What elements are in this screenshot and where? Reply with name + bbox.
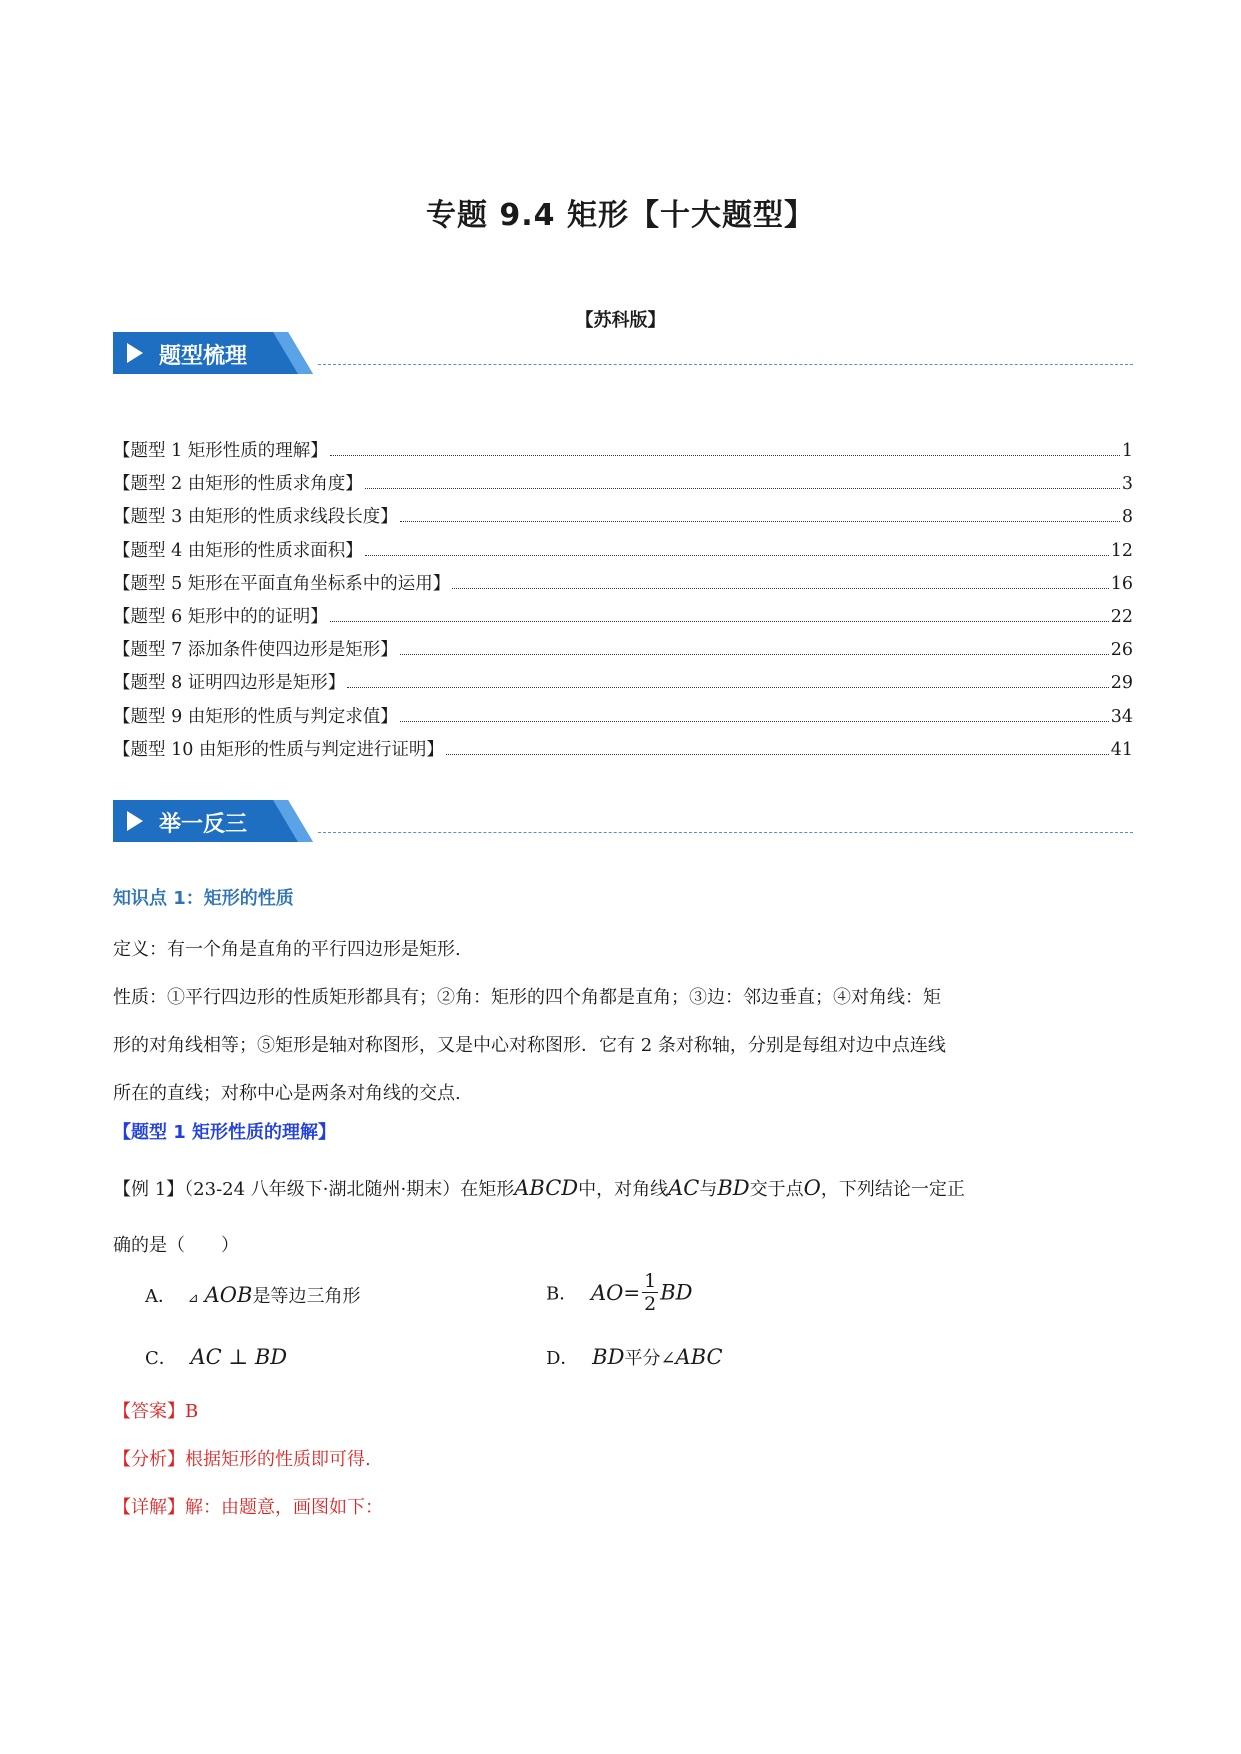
banner-divider [318,832,1133,833]
math-o: O [803,1176,821,1200]
toc-entry-page: 29 [1110,673,1133,694]
toc-entry-label: 【题型 7 添加条件使四边形是矩形】 [113,640,398,661]
question-type-heading: 【题型 1 矩形性质的理解】 [113,1122,337,1143]
option-a [145,1282,360,1308]
example-line-2: 确的是（ ） [113,1235,239,1256]
banner-title: 题型梳理 [159,344,248,369]
toc-entry[interactable] [113,503,1133,536]
toc-leader-dots [400,521,1120,522]
example-prefix: 【例 1】（23-24 八年级下·湖北随州·期末）在矩形 [113,1179,515,1200]
math-rect: ABCD [514,1176,579,1200]
example-text: 中，对角线 [578,1179,669,1200]
triangle-icon: ⊿ [187,1291,199,1306]
toc-entry-label: 【题型 3 由矩形的性质求线段长度】 [113,507,398,528]
toc-entry-page: 8 [1121,507,1133,528]
toc-entry-page: 34 [1110,706,1133,727]
examples-banner [113,800,1133,842]
example-text: 交于点 [749,1179,804,1200]
toc-leader-dots [330,621,1109,622]
fraction-numerator: 1 [644,1270,657,1292]
definition-text: 定义：有一个角是直角的平行四边形是矩形. [113,939,461,960]
properties-line-2: 形的对角线相等；⑤矩形是轴对称图形，又是中心对称图形．它有 2 条对称轴，分别是每组对边中点连线 [113,1035,946,1056]
toc-leader-dots [365,555,1109,556]
toc-entry-page: 12 [1110,540,1133,561]
edition-label: 【苏科版】 [575,310,666,331]
properties-line-3: 所在的直线；对称中心是两条对角线的交点. [113,1083,461,1104]
option-d [546,1344,723,1370]
math-ao: AO [590,1280,624,1305]
toc-entry-label: 【题型 10 由矩形的性质与判定进行证明】 [113,739,444,760]
example-text: 与 [699,1179,718,1200]
option-text: 平分 [624,1348,661,1369]
toc-entry-page: 1 [1121,441,1133,461]
knowledge-heading: 知识点 1：矩形的性质 [113,888,294,909]
toc-leader-dots [446,754,1109,755]
table-of-contents [113,437,1133,769]
toc-entry[interactable] [113,437,1133,470]
toc-entry[interactable] [113,537,1133,570]
toc-entry-label: 【题型 4 由矩形的性质求面积】 [113,540,363,561]
option-c [145,1344,287,1370]
toc-entry[interactable] [113,570,1133,603]
toc-entry[interactable] [113,636,1133,669]
toc-leader-dots [400,654,1109,655]
toc-leader-dots [400,721,1109,722]
fraction [642,1270,658,1315]
math-ac-perp-bd: AC ⊥ BD [190,1345,288,1369]
toc-entry[interactable] [113,703,1133,736]
example-suffix: ，下列结论一定正 [820,1179,965,1200]
option-b [546,1270,693,1315]
math-bd: BD [660,1280,693,1305]
properties-line-1: 性质：①平行四边形的性质矩形都具有；②角：矩形的四个角都是直角；③边：邻边垂直；④对角线：矩 [113,987,941,1008]
toc-entry-page: 26 [1110,640,1133,661]
banner-title: 举一反三 [159,812,248,837]
toc-entry-page: 16 [1110,573,1133,594]
option-label: D． [546,1348,579,1369]
option-label: C． [145,1348,177,1369]
answer-line: 【答案】B [113,1401,199,1422]
math-abc: ABC [675,1345,723,1369]
toc-entry-label: 【题型 6 矩形中的的证明】 [113,606,328,627]
math-ac: AC [668,1176,700,1200]
toc-leader-dots [452,588,1108,589]
toc-entry-page: 3 [1121,474,1133,495]
toc-entry-page: 22 [1110,606,1133,627]
equals-sign: = [623,1280,641,1305]
toc-entry-label: 【题型 5 矩形在平面直角坐标系中的运用】 [113,573,451,594]
toc-leader-dots [330,455,1120,456]
math-bd: BD [717,1176,750,1200]
toc-entry-label: 【题型 9 由矩形的性质与判定求值】 [113,706,398,727]
banner-divider [318,364,1133,365]
page-title: 专题 9.4 矩形【十大题型】 [425,198,816,233]
toc-entry-label: 【题型 8 证明四边形是矩形】 [113,673,346,694]
toc-entry-label: 【题型 2 由矩形的性质求角度】 [113,474,363,495]
toc-leader-dots [365,488,1120,489]
toc-entry[interactable] [113,470,1133,503]
toc-entry[interactable] [113,736,1133,769]
fraction-denominator: 2 [644,1293,657,1315]
toc-entry[interactable] [113,669,1133,702]
option-label: B． [546,1283,578,1305]
option-text: 是等边三角形 [252,1286,361,1307]
analysis-line: 【分析】根据矩形的性质即可得. [113,1449,371,1470]
toc-banner [113,332,1133,374]
toc-leader-dots [347,687,1108,688]
toc-entry[interactable] [113,603,1133,636]
toc-entry-label: 【题型 1 矩形性质的理解】 [113,441,328,461]
math-bd: BD [592,1345,625,1369]
angle-icon: ∠ [660,1348,676,1369]
example-question [113,1160,1133,1274]
toc-entry-page: 41 [1110,739,1133,760]
detail-line: 【详解】解：由题意，画图如下： [113,1497,383,1518]
option-label: A． [145,1286,176,1307]
math-aob: AOB [204,1283,253,1307]
example-line-1 [113,1160,1133,1218]
